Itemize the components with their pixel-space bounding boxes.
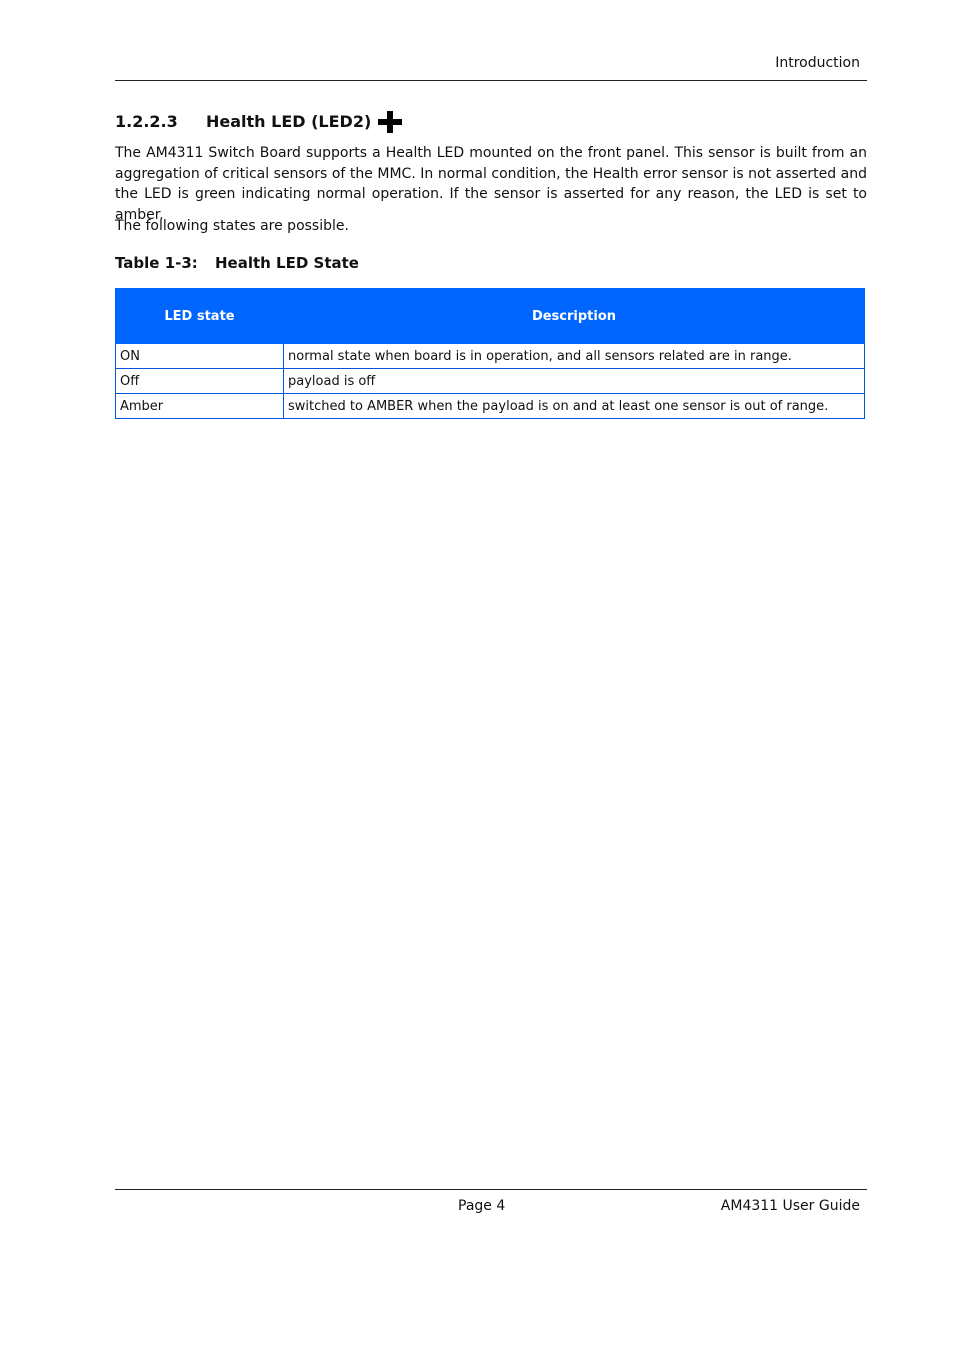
- document-title: AM4311 User Guide: [720, 1198, 860, 1214]
- led-state-cell: ON: [116, 344, 284, 369]
- description-cell: normal state when board is in operation, and all sensors related are in range.: [284, 344, 865, 369]
- section-title: Health LED (LED2): [206, 112, 372, 131]
- table-row: [116, 369, 865, 394]
- intro-paragraph: The AM4311 Switch Board supports a Health LED mounted on the front panel. This sensor is built from an aggregation of critical sensors of the MMC. In normal condition, the Health error sensor is not asserted and the LED is green indicating normal operation. If the sensor is asserted for any reason, the LED is set to amber.: [115, 145, 867, 223]
- header-rule: [115, 80, 867, 81]
- health-led-table: [115, 288, 865, 419]
- states-paragraph: The following states are possible.: [115, 218, 349, 234]
- table-caption-title: Health LED State: [215, 254, 359, 272]
- page-number: Page 4: [458, 1198, 506, 1214]
- column-header-description: Description: [284, 289, 865, 344]
- section-number: 1.2.2.3: [115, 112, 178, 131]
- column-header-led-state: LED state: [116, 289, 284, 344]
- running-header: Introduction: [775, 55, 860, 71]
- plus-icon: [378, 111, 402, 133]
- table-row: [116, 394, 865, 419]
- footer-rule: [115, 1189, 867, 1190]
- description-cell: switched to AMBER when the payload is on and at least one sensor is out of range.: [284, 394, 865, 419]
- led-state-cell: Amber: [116, 394, 284, 419]
- table-row: [116, 344, 865, 369]
- table-caption-label: Table 1-3:: [115, 254, 198, 272]
- led-state-cell: Off: [116, 369, 284, 394]
- description-cell: payload is off: [284, 369, 865, 394]
- table-header-row: [116, 289, 865, 344]
